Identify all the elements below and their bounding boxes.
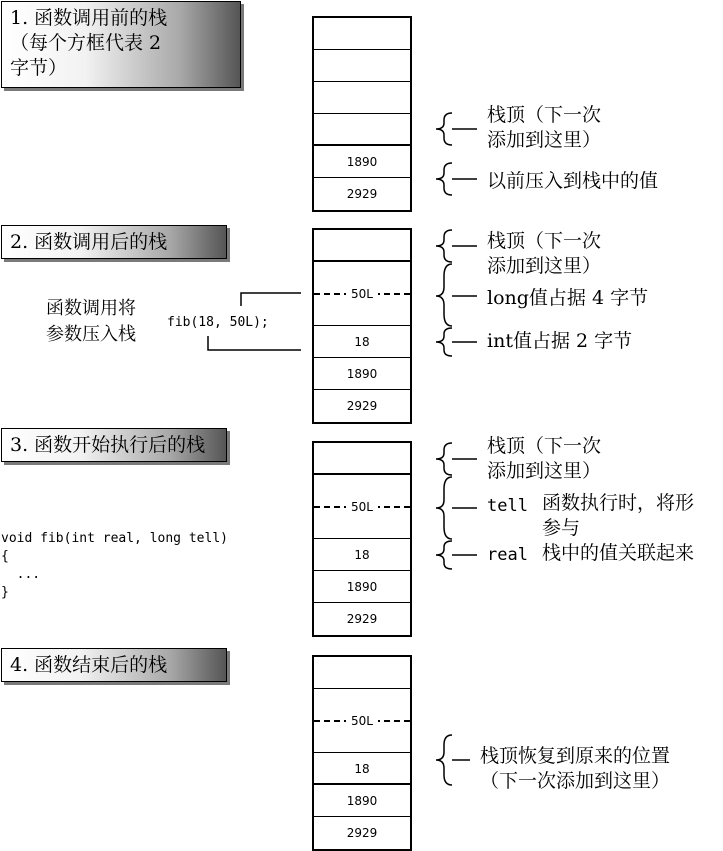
stack-cell: 18 — [314, 753, 410, 785]
function-signature: void fib(int real, long tell) { ... } — [1, 531, 228, 600]
param-real-label: real — [487, 545, 528, 565]
stack-cell: 2929 — [346, 612, 378, 626]
brace-icon — [436, 735, 452, 785]
brace-icon — [436, 443, 452, 475]
panel-2-title: 2. 函数调用后的栈 — [1, 225, 227, 259]
stack-cell: 2929 — [346, 187, 378, 201]
brace-icon — [436, 163, 452, 195]
stack-cell: 18 — [314, 539, 410, 571]
stack-cell: 1890 — [314, 358, 410, 390]
brace-icon — [436, 477, 452, 539]
panel-1-title: 1. 函数调用前的栈 （每个方框代表 2 字节） — [1, 1, 241, 88]
stack-cell-value: 50L — [346, 287, 378, 301]
stack-cell: 1890 — [314, 785, 410, 817]
brace-icon — [436, 328, 452, 356]
panel-2-note-long: long值占据 4 字节 — [487, 287, 649, 309]
panel-3-title: 3. 函数开始执行后的栈 — [1, 428, 227, 462]
stack-cell: 18 — [314, 326, 410, 358]
panel-4-title: 4. 函数结束后的栈 — [1, 648, 227, 682]
call-code: fib(18, 50L); — [167, 315, 269, 330]
stack-cell-value: 50L — [346, 714, 378, 728]
stack-cell: 2929 — [346, 399, 378, 413]
brace-icon — [436, 541, 452, 569]
brace-icon — [436, 113, 452, 145]
brace-icon — [436, 264, 452, 326]
panel-2-note-int: int值占据 2 字节 — [487, 330, 633, 352]
stack-cell: 1890 — [314, 571, 410, 603]
param-tell-label: tell — [487, 496, 528, 516]
panel-3-note-top: 栈顶（下一次 添加到这里） — [487, 435, 602, 482]
stack-cell: 2929 — [346, 826, 378, 840]
brace-icon — [436, 230, 452, 262]
param-bind-note: 函数执行时，将形 参与 栈中的值关联起来 — [542, 492, 695, 564]
call-push-label: 函数调用将 参数压入栈 — [46, 298, 136, 345]
panel-1-note-top: 栈顶（下一次 添加到这里） — [487, 104, 602, 151]
panel-1-note-previous: 以前压入到栈中的值 — [487, 170, 659, 192]
stack-cell: 1890 — [314, 146, 410, 178]
panel-4-note-top: 栈顶恢复到原来的位置 （下一次添加到这里） — [480, 745, 671, 792]
stack-cell-value: 50L — [346, 500, 378, 514]
panel-2-note-top: 栈顶（下一次 添加到这里） — [487, 230, 602, 277]
